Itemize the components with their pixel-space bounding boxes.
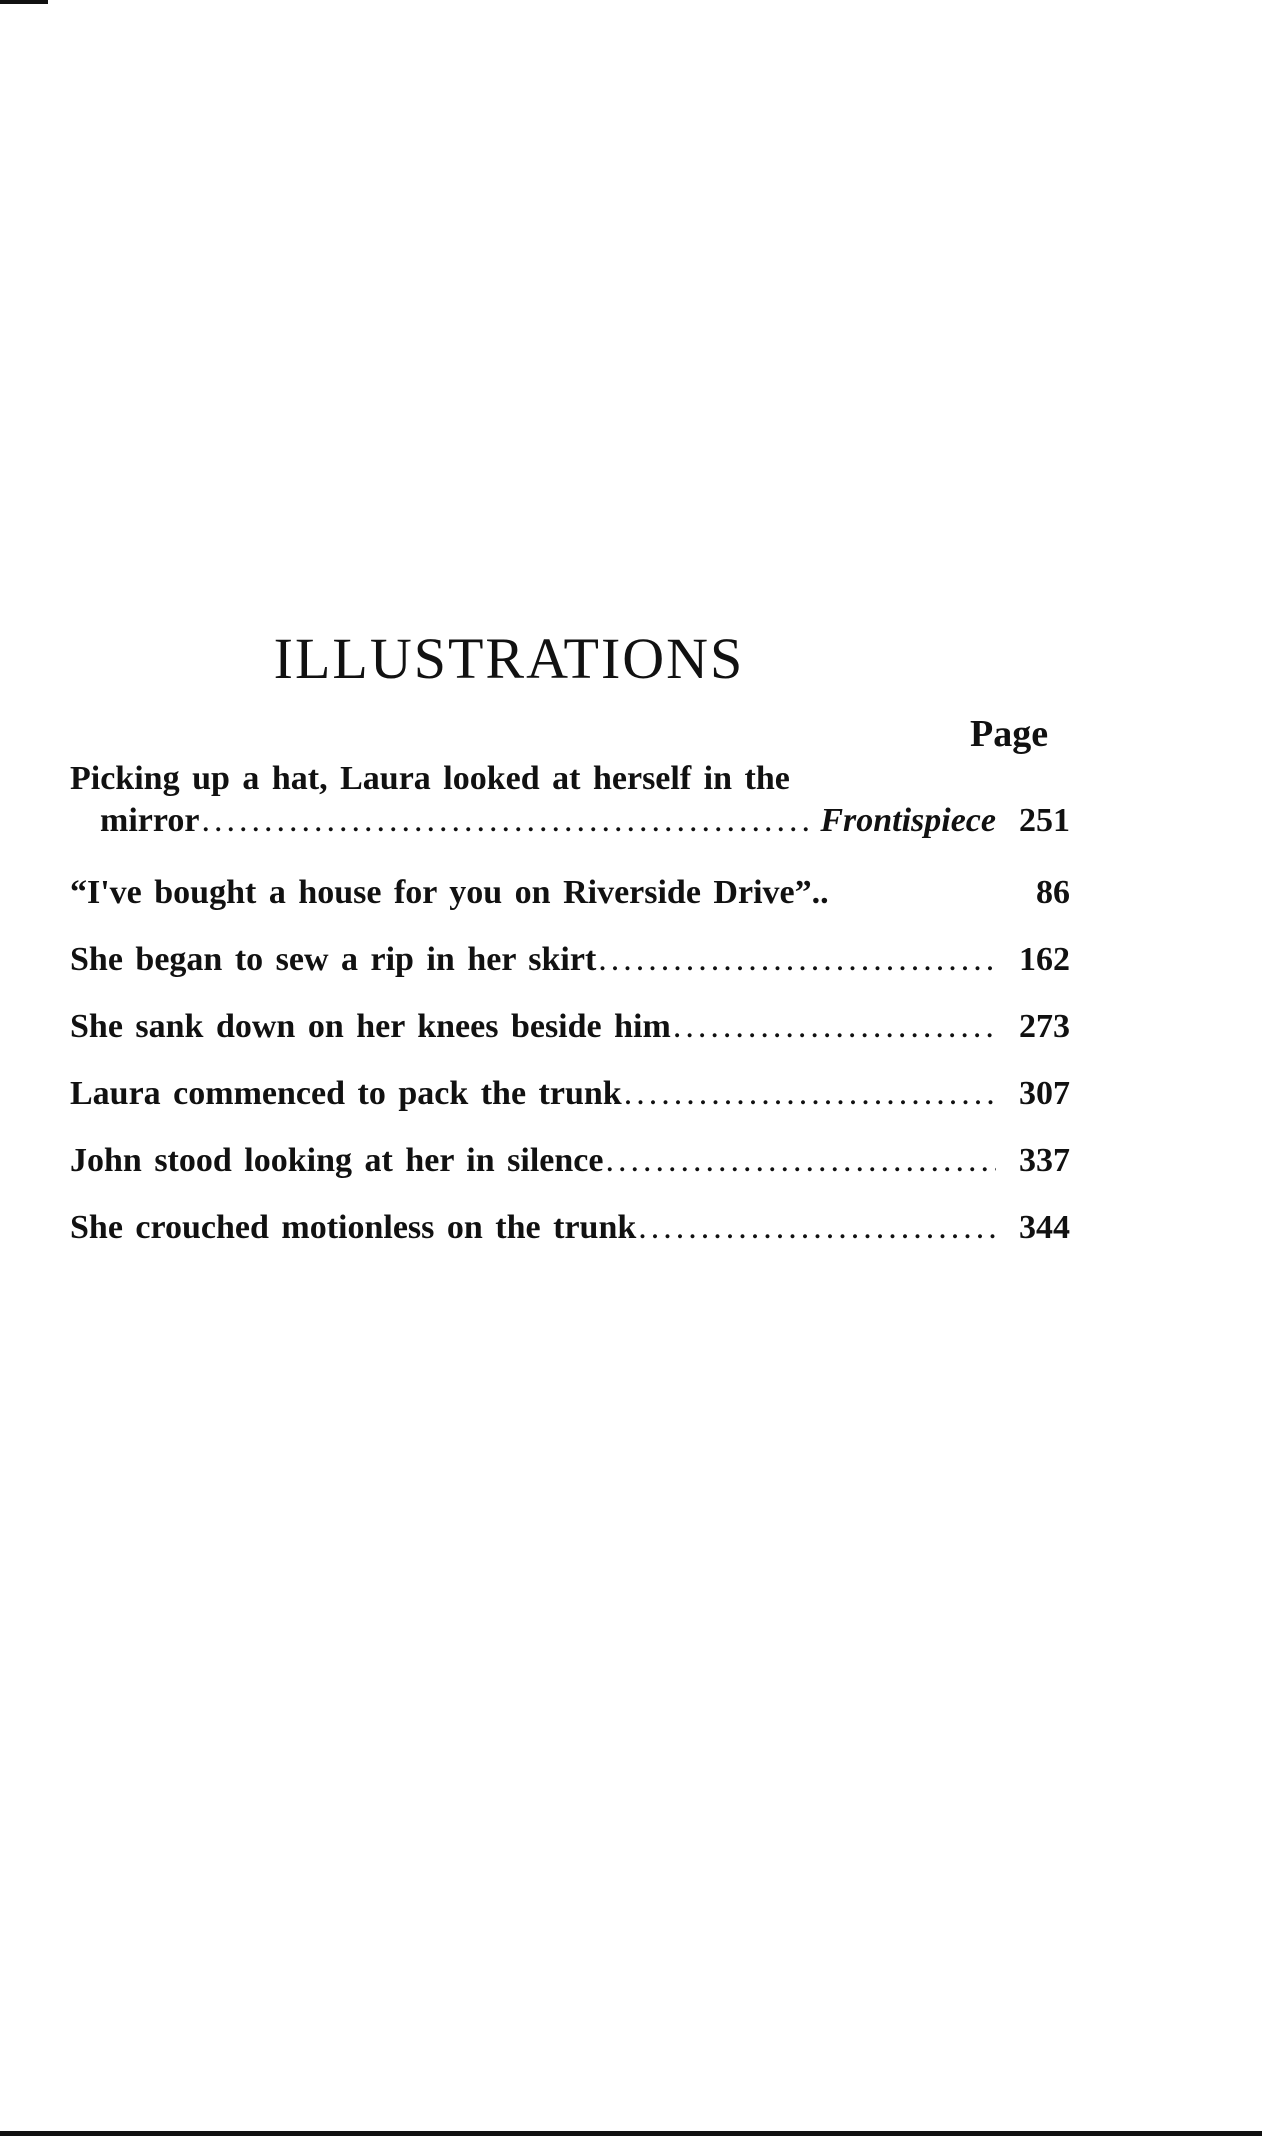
scan-bottom-edge bbox=[0, 2131, 1262, 2136]
entry-page-number: 337 bbox=[1019, 1142, 1070, 1179]
page-title: ILLUSTRATIONS bbox=[273, 626, 745, 691]
dot-leader bbox=[624, 1073, 996, 1115]
entry-caption: She sank down on her knees beside him bbox=[70, 1008, 671, 1045]
entry-page-number: 86 bbox=[1036, 874, 1070, 911]
entry-page-number: 344 bbox=[1019, 1209, 1070, 1246]
entry-caption: She began to sew a rip in her skirt bbox=[70, 941, 597, 978]
list-item bbox=[70, 1140, 1070, 1182]
illustrations-list bbox=[70, 758, 1070, 1274]
entry-line bbox=[70, 872, 1070, 914]
list-item bbox=[70, 872, 1070, 914]
entry-caption: John stood looking at her in silence bbox=[70, 1142, 604, 1179]
entry-line bbox=[70, 1140, 1070, 1182]
entry-caption: She crouched motionless on the trunk bbox=[70, 1209, 637, 1246]
entry-line bbox=[70, 1073, 1070, 1115]
entry-page-number: 251 bbox=[1019, 802, 1070, 839]
entry-line bbox=[70, 939, 1070, 981]
scan-edge-mark bbox=[0, 0, 48, 4]
list-item bbox=[70, 758, 1070, 842]
entry-caption: Laura commenced to pack the trunk bbox=[70, 1075, 622, 1112]
entry-page-number: 162 bbox=[1019, 941, 1070, 978]
page-column-header: Page bbox=[970, 713, 1049, 755]
entry-line-first bbox=[70, 758, 970, 800]
entry-caption: Picking up a hat, Laura looked at herself in the bbox=[70, 760, 790, 797]
entry-line bbox=[70, 1006, 1070, 1048]
dot-leader bbox=[201, 800, 814, 842]
entry-caption: “I've bought a house for you on Riverside Drive”.. bbox=[70, 874, 829, 911]
entry-caption-continued: mirror bbox=[100, 802, 200, 839]
list-item bbox=[70, 1006, 1070, 1048]
entry-line bbox=[70, 1207, 1070, 1249]
list-item bbox=[70, 1207, 1070, 1249]
dot-leader bbox=[605, 1140, 996, 1182]
list-item bbox=[70, 939, 1070, 981]
dot-leader bbox=[638, 1207, 996, 1249]
entry-note: Frontispiece bbox=[820, 802, 996, 839]
dot-leader bbox=[598, 939, 996, 981]
list-item bbox=[70, 1073, 1070, 1115]
entry-page-number: 307 bbox=[1019, 1075, 1070, 1112]
dot-leader bbox=[673, 1006, 996, 1048]
entry-page-number: 273 bbox=[1019, 1008, 1070, 1045]
entry-line-continued bbox=[70, 800, 1070, 842]
